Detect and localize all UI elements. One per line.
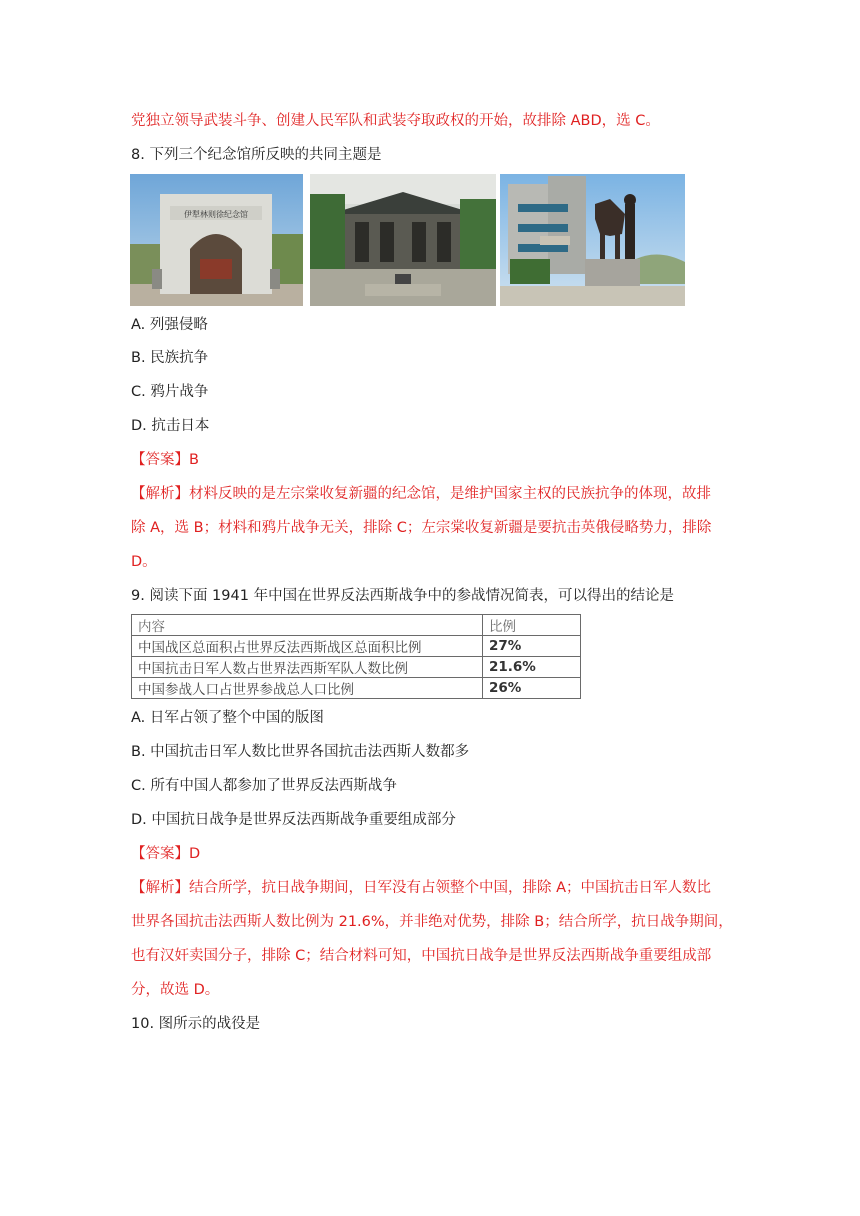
q8-option-b: B. 民族抗争: [131, 350, 209, 366]
q8-analysis-text-1: 材料反映的是左宗棠收复新疆的纪念馆，是维护国家主权的民族抗争的体现，故排: [189, 486, 711, 502]
table-row: [132, 678, 581, 699]
q9-analysis-line-4: 分，故选 D。: [131, 982, 220, 998]
q8-answer-line: [131, 450, 199, 470]
q8-answer-tag: 【答案】: [131, 452, 189, 468]
participation-table: [131, 614, 581, 699]
q9-analysis-tag: 【解析】: [131, 880, 189, 896]
memorial-photo-2: [310, 174, 496, 306]
memorial-photo-1: [130, 174, 303, 306]
q8-option-d: D. 抗击日本: [131, 418, 210, 434]
table-header-cell: 比例: [483, 615, 581, 636]
previous-analysis-tail: 党独立领导武装斗争、创建人民军队和武装夺取政权的开始，故排除 ABD，选 C。: [131, 113, 660, 129]
table-cell: 27%: [483, 636, 581, 657]
table-row: [132, 657, 581, 678]
memorial-photo-3: [500, 174, 685, 306]
q9-option-b: B. 中国抗击日军人数比世界各国抗击法西斯人数都多: [131, 744, 470, 760]
q9-analysis-line-1: [131, 878, 711, 898]
q9-analysis-text-1: 结合所学，抗日战争期间，日军没有占领整个中国，排除 A；中国抗击日军人数比: [189, 880, 712, 896]
q8-analysis-line-2: 除 A，选 B；材料和鸦片战争无关，排除 C；左宗棠收复新疆是要抗击英俄侵略势力，排除: [131, 520, 712, 536]
q9-option-d: D. 中国抗日战争是世界反法西斯战争重要组成部分: [131, 812, 456, 828]
q8-answer-value: B: [189, 452, 199, 468]
table-cell: 中国战区总面积占世界反法西斯战区总面积比例: [132, 636, 483, 657]
table-cell: 中国参战人口占世界参战总人口比例: [132, 678, 483, 699]
q9-option-c: C. 所有中国人都参加了世界反法西斯战争: [131, 778, 397, 794]
question-9-stem: 9. 阅读下面 1941 年中国在世界反法西斯战争中的参战情况简表，可以得出的结论是: [131, 588, 675, 604]
question-10-stem: 10. 图所示的战役是: [131, 1016, 261, 1032]
table-cell: 中国抗击日军人数占世界法西斯军队人数比例: [132, 657, 483, 678]
table-header-cell: 内容: [132, 615, 483, 636]
question-8-stem: 8. 下列三个纪念馆所反映的共同主题是: [131, 147, 382, 163]
memorial-sign-text: 伊犁林则徐纪念馆: [184, 210, 248, 219]
q8-option-a: A. 列强侵略: [131, 317, 208, 333]
q9-analysis-line-3: 也有汉奸卖国分子，排除 C；结合材料可知，中国抗日战争是世界反法西斯战争重要组成部: [131, 948, 712, 964]
table-cell: 26%: [483, 678, 581, 699]
q9-answer-tag: 【答案】: [131, 846, 189, 862]
q9-answer-value: D: [189, 846, 201, 862]
table-cell: 21.6%: [483, 657, 581, 678]
q8-analysis-line-1: [131, 484, 711, 504]
q8-analysis-tag: 【解析】: [131, 486, 189, 502]
q9-option-a: A. 日军占领了整个中国的版图: [131, 710, 324, 726]
table-row: [132, 636, 581, 657]
table-header-row: [132, 615, 581, 636]
q8-option-c: C. 鸦片战争: [131, 384, 209, 400]
q9-answer-line: [131, 844, 200, 864]
q9-analysis-line-2: 世界各国抗击法西斯人数比例为 21.6%，并非绝对优势，排除 B；结合所学，抗日战争期间，: [131, 914, 733, 930]
q8-analysis-line-3: D。: [131, 554, 157, 570]
